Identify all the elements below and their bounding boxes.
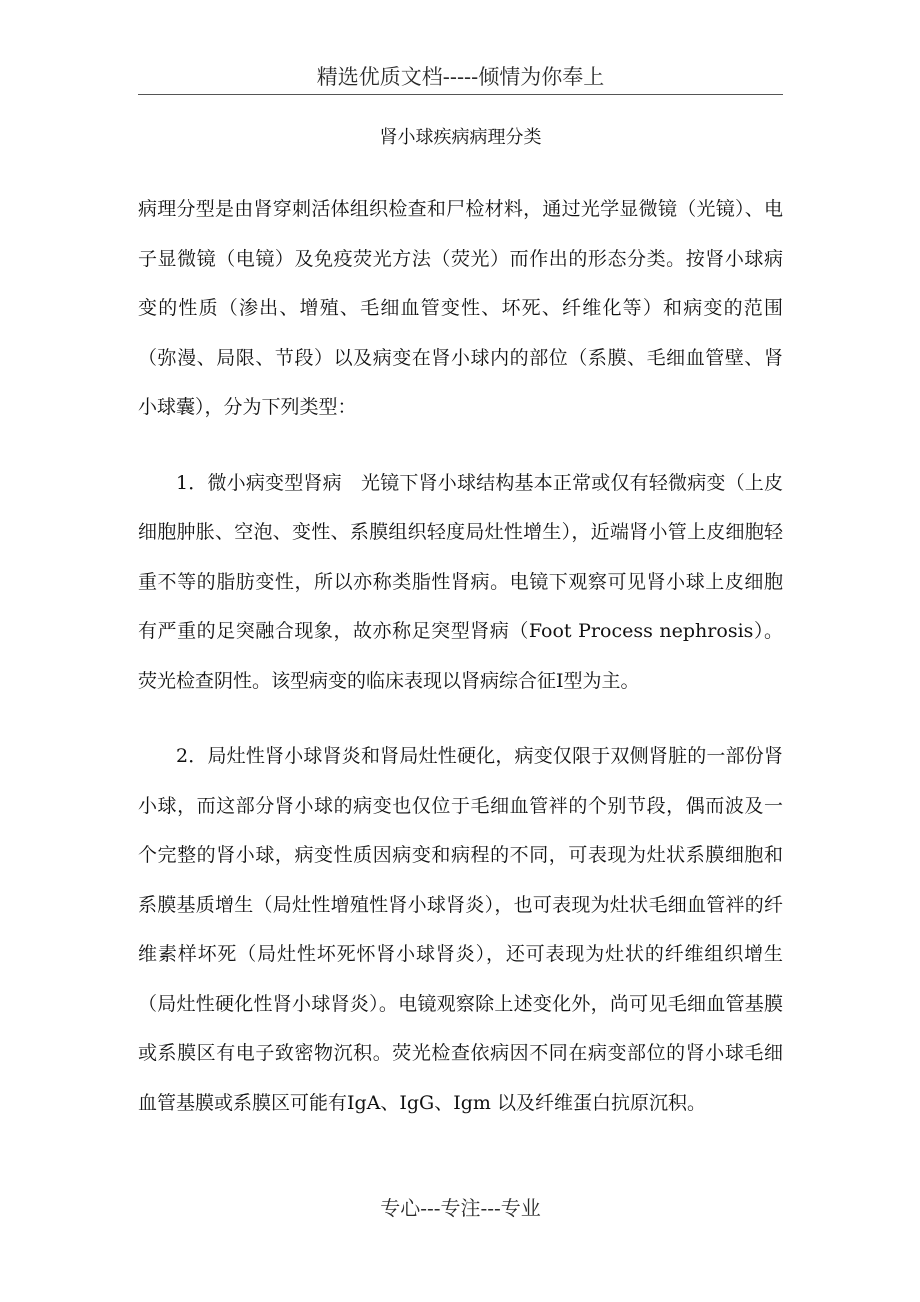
header-divider (138, 94, 783, 95)
page-header: 精选优质文档-----倾情为你奉上 (316, 65, 605, 89)
section-2-paragraph: 2．局灶性肾小球肾炎和肾局灶性硬化，病变仅限于双侧肾脏的一部份肾小球，而这部分肾小球的病变也仅位于毛细血管袢的个别节段，偶而波及一个完整的肾小球，病变性质因病变和病程的不同，可表现为灶状系膜细胞和系膜基质增生（局灶性增殖性肾小球肾炎），也可表现为灶状毛细血管袢的纤维素样坏死（局灶性坏死怀肾小球肾炎），还可表现为灶状的纤维组织增生（局灶性硬化性肾小球肾炎）。电镜观察除上述变化外，尚可见毛细血管基膜或系膜区有电子致密物沉积。荧光检查依病因不同在病变部位的肾小球毛细血管基膜或系膜区可能有IgA、IgG、Igm 以及纤维蛋白抗原沉积。 (138, 745, 783, 1114)
document-body (138, 185, 783, 1128)
page-footer: 专心---专注---专业 (380, 1196, 541, 1220)
section-1-paragraph: 1．微小病变型肾病 光镜下肾小球结构基本正常或仅有轻微病变（上皮细胞肿胀、空泡、变性、系膜组织轻度局灶性增生），近端肾小管上皮细胞轻重不等的脂肪变性，所以亦称类脂性肾病。电镜下观察可见肾小球上皮细胞有严重的足突融合现象，故亦称足突型肾病（Foot Process nephrosis）。荧光检查阴性。该型病变的临床表现以肾病综合征Ⅰ型为主。 (138, 471, 783, 692)
document-title: 肾小球疾病病理分类 (379, 127, 542, 148)
intro-paragraph: 病理分型是由肾穿刺活体组织检查和尸检材料，通过光学显微镜（光镜）、电子显微镜（电镜）及免疫荧光方法（荧光）而作出的形态分类。按肾小球病变的性质（渗出、增殖、毛细血管变性、坏死、纤维化等）和病变的范围（弥漫、局限、节段）以及病变在肾小球内的部位（系膜、毛细血管壁、肾小球囊），分为下列类型： (138, 198, 783, 418)
